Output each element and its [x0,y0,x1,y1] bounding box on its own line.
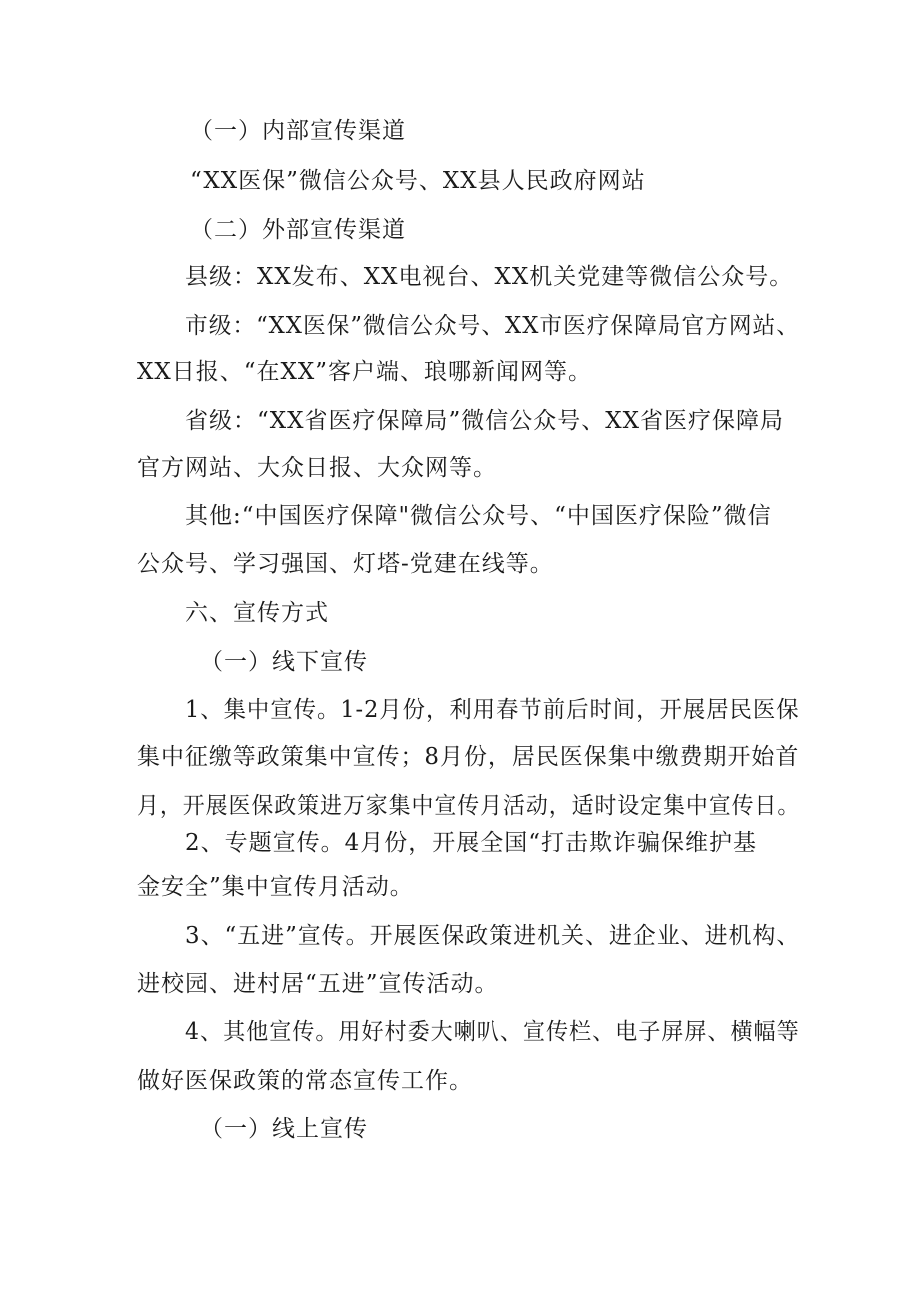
paragraph-line: 1、集中宣传。1-2月份，利用春节前后时间，开展居民医保 [185,697,800,723]
section-heading-offline-publicity: （一）线下宣传 [200,649,368,675]
paragraph-line: “XX医保”微信公众号、XX县人民政府网站 [190,168,646,194]
section-heading-online-publicity: （一）线上宣传 [200,1116,368,1142]
paragraph-line: 县级：XX发布、XX电视台、XX机关党建等微信公众号。 [185,264,794,290]
paragraph-line: 公众号、学习强国、灯塔-党建在线等。 [137,551,554,577]
paragraph-line: 3、“五进”宣传。开展医保政策进机关、进企业、进机构、 [185,923,801,949]
paragraph-line: 官方网站、大众日报、大众网等。 [137,455,497,481]
paragraph-line: 2、专题宣传。4月份，开展全国“打击欺诈骗保维护基 [185,830,758,856]
section-heading-external-channels: （二）外部宣传渠道 [190,217,406,243]
paragraph-line: XX日报、“在XX”客户端、琅哪新闻网等。 [137,359,593,385]
paragraph-line: 做好医保政策的常态宣传工作。 [137,1068,473,1094]
paragraph-line: 省级：“XX省医疗保障局”微信公众号、XX省医疗保障局 [185,408,785,434]
section-heading-internal-channels: （一）内部宣传渠道 [190,118,406,144]
paragraph-line: 其他:“中国医疗保障"微信公众号、“中国医疗保险”微信 [185,503,772,529]
paragraph-line: 进校园、进村居“五进”宣传活动。 [137,971,499,997]
paragraph-line: 市级：“XX医保”微信公众号、XX市医疗保障局官方网站、 [185,313,800,339]
paragraph-line: 4、其他宣传。用好村委大喇叭、宣传栏、电子屏屏、横幅等 [185,1019,800,1045]
section-heading-publicity-methods: 六、宣传方式 [185,600,329,626]
paragraph-line: 月，开展医保政策进万家集中宣传月活动，适时设定集中宣传日。 [137,793,801,819]
paragraph-line: 集中征缴等政策集中宣传；8月份，居民医保集中缴费期开始首 [137,744,800,770]
paragraph-line: 金安全”集中宣传月活动。 [137,874,414,900]
